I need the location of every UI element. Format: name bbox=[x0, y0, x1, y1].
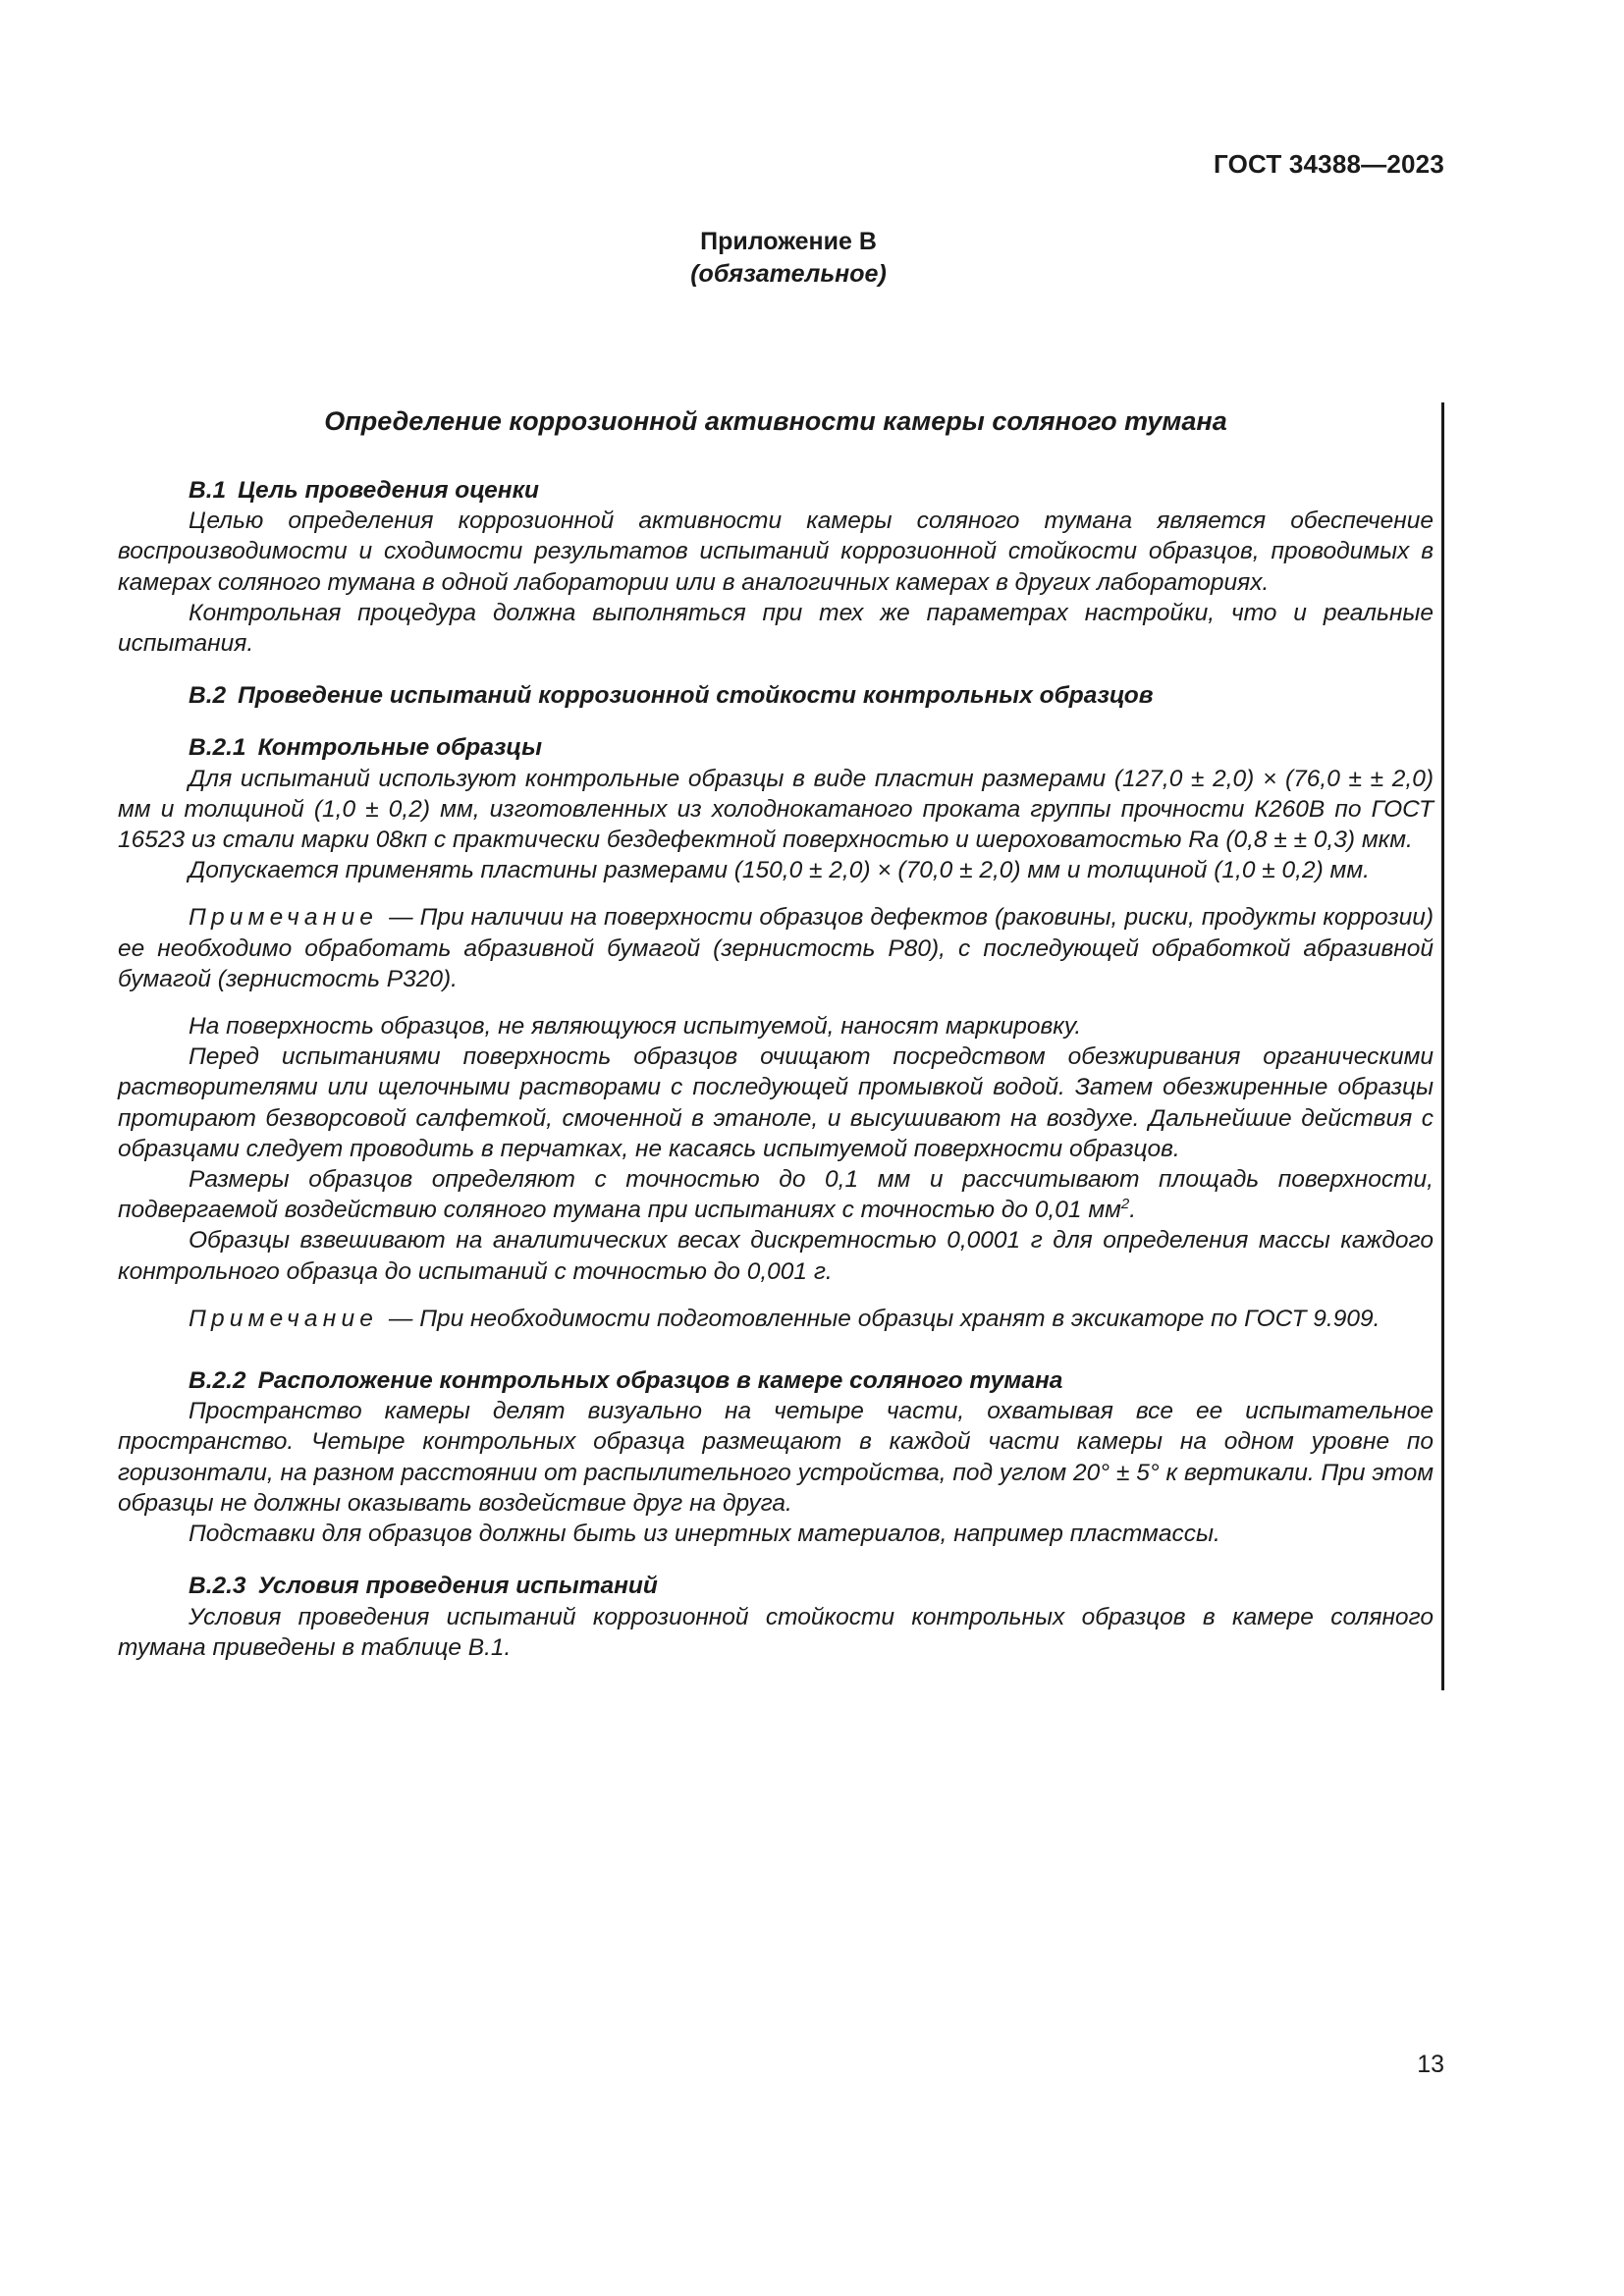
heading-b1 bbox=[118, 475, 1434, 506]
paragraph: Пространство камеры делят визуально на четыре части, охватывая все ее испытательное пространство. Четыре контрольных образца размещают в каждой части камеры на одном уровне по горизонтали, на разном расстоянии от распылительного устройства, под углом 20° ± 5° к вертикали. При этом образцы не должны оказывать воздействие друг на друга. bbox=[118, 1398, 1434, 1517]
annex-heading bbox=[0, 226, 1577, 291]
heading-b2-2 bbox=[118, 1365, 1434, 1396]
paragraph: Подставки для образцов должны быть из инертных материалов, например пластмассы. bbox=[189, 1521, 1220, 1548]
heading-number: В.1 bbox=[189, 477, 227, 504]
document-number: ГОСТ 34388—2023 bbox=[1214, 149, 1444, 179]
note-text: — При наличии на поверхности образцов дефектов (раковины, риски, продукты коррозии) ее необходимо обработать абразивной бумагой (зернистость Р80), с последующей обработкой абразивной бумагой (зернистость Р320). bbox=[118, 904, 1435, 992]
paragraph bbox=[118, 1164, 1434, 1225]
section-title: Определение коррозионной активности камеры соляного тумана bbox=[324, 406, 1227, 436]
paragraph-text: Размеры образцов определяют с точностью до 0,1 мм и рассчитывают площадь поверхности, подвергаемой воздействию соляного тумана при испытаниях с точностью до 0,01 мм bbox=[118, 1166, 1434, 1224]
superscript: 2 bbox=[1120, 1196, 1130, 1213]
paragraph: На поверхность образцов, не являющуюся испытуемой, наносят маркировку. bbox=[189, 1013, 1082, 1041]
paragraph: Перед испытаниями поверхность образцов очищают посредством обезжиривания органическими растворителями или щелочными растворами с последующей промывкой водой. Затем обезжиренные образцы протирают безворсовой салфеткой, смоченной в этаноле, и высушивают на воздухе. Дальнейшие действия с образцами следует проводить в перчатках, не касаясь испытуемой поверхности образцов. bbox=[118, 1043, 1434, 1162]
paragraph: Допускается применять пластины размерами (150,0 ± 2,0) × (70,0 ± 2,0) мм и толщиной (1,0 ± 0,2) мм. bbox=[189, 857, 1370, 884]
paragraph: Для испытаний используют контрольные образцы в виде пластин размерами (127,0 ± 2,0) × (76,0 ± ± 2,0) мм и толщиной (1,0 ± 0,2) мм, изготовленных из холоднокатаного проката группы прочности К260В по ГОСТ 16523 из стали марки 08кп с практически бездефектной поверхностью и шероховатостью Ra (0,8 ± ± 0,3) мкм. bbox=[118, 765, 1434, 854]
document-body bbox=[118, 404, 1434, 1663]
heading-b2-1 bbox=[118, 732, 1434, 763]
page-number: 13 bbox=[1417, 2051, 1444, 2078]
note bbox=[118, 902, 1434, 994]
heading-text: Расположение контрольных образцов в камере соляного тумана bbox=[257, 1367, 1063, 1395]
paragraph: Контрольная процедура должна выполняться при тех же параметрах настройки, что и реальные испытания. bbox=[118, 599, 1434, 658]
paragraph: Целью определения коррозионной активности камеры соляного тумана является обеспечение воспроизводимости и сходимости результатов испытаний коррозионной стойкости образцов, проводимых в камерах соляного тумана в одной лаборатории или в аналогичных камерах в других лабораториях. bbox=[118, 507, 1434, 596]
paragraph: Образцы взвешивают на аналитических весах дискретностью 0,0001 г для определения массы каждого контрольного образца до испытаний с точностью до 0,001 г. bbox=[118, 1227, 1434, 1285]
heading-text: Цель проведения оценки bbox=[238, 477, 539, 504]
annex-title: Приложение В bbox=[700, 228, 877, 255]
heading-text: Проведение испытаний коррозионной стойкости контрольных образцов bbox=[238, 682, 1154, 710]
change-bar bbox=[1441, 402, 1444, 1690]
paragraph: Условия проведения испытаний коррозионной стойкости контрольных образцов в камере соляного тумана приведены в таблице В.1. bbox=[118, 1603, 1434, 1661]
heading-number: В.2 bbox=[189, 682, 227, 710]
heading-number: В.2.1 bbox=[189, 734, 246, 762]
paragraph-end: . bbox=[1129, 1197, 1137, 1224]
heading-text: Контрольные образцы bbox=[257, 734, 543, 762]
heading-number: В.2.3 bbox=[189, 1573, 246, 1600]
heading-b2-3 bbox=[118, 1571, 1434, 1601]
note-label: Примечание bbox=[189, 1305, 379, 1332]
note-label: Примечание bbox=[189, 904, 379, 932]
note-text: — При необходимости подготовленные образцы хранят в эксикаторе по ГОСТ 9.909. bbox=[388, 1305, 1380, 1332]
heading-number: В.2.2 bbox=[189, 1367, 246, 1395]
annex-status: (обязательное) bbox=[690, 260, 887, 288]
heading-text: Условия проведения испытаний bbox=[257, 1573, 658, 1600]
heading-b2 bbox=[118, 680, 1434, 711]
note bbox=[118, 1304, 1434, 1334]
